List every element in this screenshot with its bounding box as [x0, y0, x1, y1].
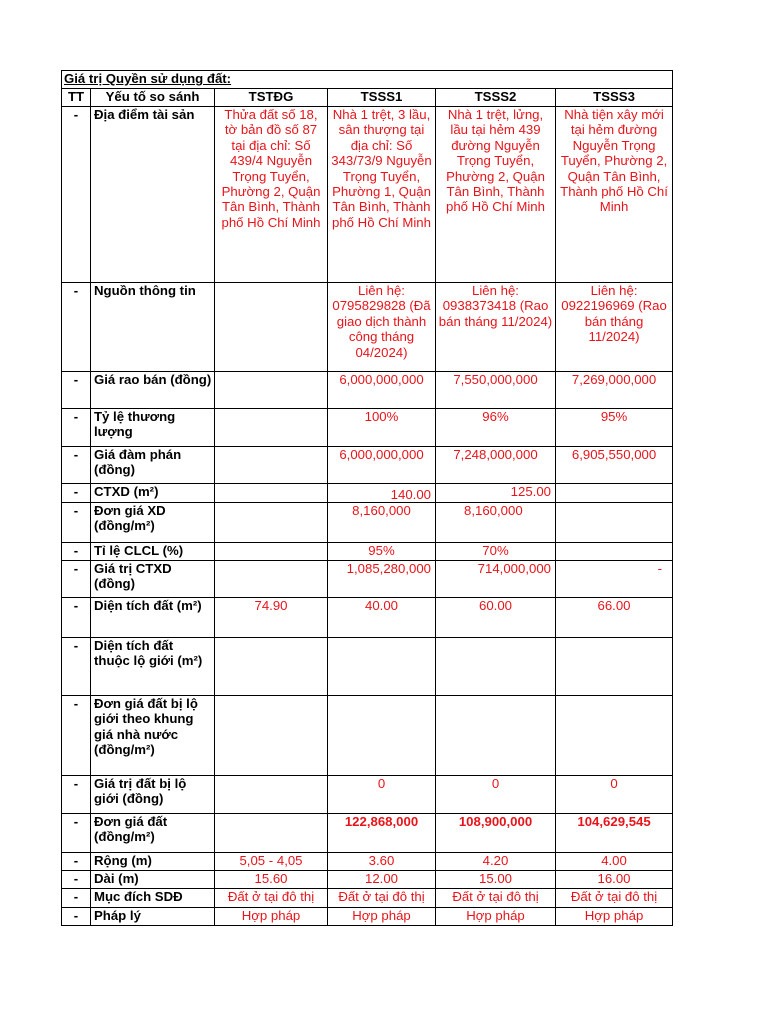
header-tt: TT [62, 89, 91, 107]
table-row [62, 814, 673, 853]
header-tstdg: TSTĐG [215, 89, 328, 107]
cell-tstdg [215, 484, 328, 503]
cell-tsss1: 95% [328, 543, 436, 561]
row-factor: Đơn giá XD (đồng/m²) [91, 503, 215, 543]
cell-tsss1 [328, 696, 436, 776]
cell-tsss1: Đất ở tại đô thị [328, 889, 436, 908]
cell-tsss3: 16.00 [556, 871, 673, 889]
cell-tsss1 [328, 638, 436, 696]
row-factor: Giá rao bán (đồng) [91, 372, 215, 409]
table-row [62, 409, 673, 447]
table-row [62, 696, 673, 776]
cell-tsss2: 7,248,000,000 [436, 447, 556, 484]
cell-tsss3 [556, 503, 673, 543]
cell-tsss3: 7,269,000,000 [556, 372, 673, 409]
cell-tstdg [215, 776, 328, 814]
row-factor: Diện tích đất thuộc lộ giới (m²) [91, 638, 215, 696]
cell-tsss3: Liên hệ: 0922196969 (Rao bán tháng 11/2024) [556, 283, 673, 372]
table-row [62, 372, 673, 409]
row-index: - [62, 409, 91, 447]
row-factor: Đơn giá đất (đồng/m²) [91, 814, 215, 853]
row-index: - [62, 598, 91, 638]
cell-tsss3: - [556, 561, 673, 598]
row-factor: Đơn giá đất bị lộ giới theo khung giá nhà nước (đồng/m²) [91, 696, 215, 776]
row-index: - [62, 107, 91, 283]
cell-tstdg [215, 409, 328, 447]
row-index: - [62, 447, 91, 484]
table-row [62, 503, 673, 543]
cell-tstdg: 5,05 - 4,05 [215, 853, 328, 871]
table-title: Giá trị Quyền sử dụng đất: [62, 71, 673, 89]
row-factor: Diện tích đất (m²) [91, 598, 215, 638]
row-index: - [62, 776, 91, 814]
cell-tsss3: Nhà tiện xây mới tại hẻm đường Nguyễn Trọng Tuyển, Phường 2, Quận Tân Bình, Thành phố Hồ Chí Minh [556, 107, 673, 283]
table-row [62, 543, 673, 561]
cell-tsss3: 6,905,550,000 [556, 447, 673, 484]
cell-tsss1: 3.60 [328, 853, 436, 871]
row-index: - [62, 283, 91, 372]
cell-tsss3 [556, 543, 673, 561]
cell-tsss2: Liên hệ: 0938373418 (Rao bán tháng 11/2024) [436, 283, 556, 372]
header-tsss1: TSSS1 [328, 89, 436, 107]
cell-tsss1: 1,085,280,000 [328, 561, 436, 598]
row-index: - [62, 889, 91, 908]
cell-tsss3: 104,629,545 [556, 814, 673, 853]
land-value-table [61, 70, 673, 926]
cell-tstdg [215, 503, 328, 543]
table-row [62, 776, 673, 814]
row-index: - [62, 561, 91, 598]
row-index: - [62, 853, 91, 871]
cell-tsss2 [436, 638, 556, 696]
cell-tstdg [215, 638, 328, 696]
cell-tsss3 [556, 696, 673, 776]
cell-tsss1: 6,000,000,000 [328, 447, 436, 484]
row-index: - [62, 372, 91, 409]
cell-tstdg [215, 447, 328, 484]
row-index: - [62, 484, 91, 503]
cell-tstdg: 15.60 [215, 871, 328, 889]
row-factor: Pháp lý [91, 908, 215, 926]
cell-tsss1: 122,868,000 [328, 814, 436, 853]
cell-tstdg: Hợp pháp [215, 908, 328, 926]
row-factor: Mục đích SDĐ [91, 889, 215, 908]
cell-tsss3: 4.00 [556, 853, 673, 871]
cell-tstdg: Đất ở tại đô thị [215, 889, 328, 908]
cell-tsss3: 95% [556, 409, 673, 447]
cell-tstdg [215, 814, 328, 853]
cell-tsss2: 15.00 [436, 871, 556, 889]
row-factor: Tỉ lệ CLCL (%) [91, 543, 215, 561]
cell-tsss1: 40.00 [328, 598, 436, 638]
header-factor: Yếu tố so sánh [91, 89, 215, 107]
cell-tsss2: 0 [436, 776, 556, 814]
row-factor: Giá đàm phán (đồng) [91, 447, 215, 484]
table-row [62, 638, 673, 696]
cell-tsss2: Hợp pháp [436, 908, 556, 926]
row-index: - [62, 638, 91, 696]
cell-tsss3: Hợp pháp [556, 908, 673, 926]
cell-tstdg: 74.90 [215, 598, 328, 638]
cell-tsss2 [436, 696, 556, 776]
cell-tsss2: 96% [436, 409, 556, 447]
table-row [62, 871, 673, 889]
row-index: - [62, 908, 91, 926]
cell-tstdg [215, 543, 328, 561]
cell-tstdg: Thửa đất số 18, tờ bản đồ số 87 tại địa chỉ: Số 439/4 Nguyễn Trọng Tuyển, Phường 2, Quận Tân Bình, Thành phố Hồ Chí Minh [215, 107, 328, 283]
row-index: - [62, 696, 91, 776]
row-factor: Địa điểm tài sản [91, 107, 215, 283]
row-factor: CTXD (m²) [91, 484, 215, 503]
cell-tsss2: 4.20 [436, 853, 556, 871]
row-factor: Dài (m) [91, 871, 215, 889]
row-factor: Rộng (m) [91, 853, 215, 871]
table-row [62, 598, 673, 638]
table-row [62, 561, 673, 598]
table-row [62, 447, 673, 484]
cell-tsss2: Đất ở tại đô thị [436, 889, 556, 908]
cell-tsss3: 66.00 [556, 598, 673, 638]
cell-tsss1: Hợp pháp [328, 908, 436, 926]
row-factor: Nguồn thông tin [91, 283, 215, 372]
cell-tsss2: 7,550,000,000 [436, 372, 556, 409]
cell-tsss1: 6,000,000,000 [328, 372, 436, 409]
cell-tsss1: 100% [328, 409, 436, 447]
cell-tsss3: 0 [556, 776, 673, 814]
row-factor: Tỷ lệ thương lượng [91, 409, 215, 447]
table-row [62, 889, 673, 908]
title-row [62, 71, 673, 89]
cell-tstdg [215, 696, 328, 776]
cell-tsss2: 60.00 [436, 598, 556, 638]
table-row [62, 107, 673, 283]
row-factor: Giá trị đất bị lộ giới (đồng) [91, 776, 215, 814]
row-index: - [62, 503, 91, 543]
row-index: - [62, 871, 91, 889]
table-row [62, 908, 673, 926]
cell-tsss3 [556, 638, 673, 696]
cell-tsss2: 8,160,000 [436, 503, 556, 543]
cell-tsss1: 0 [328, 776, 436, 814]
cell-tsss1: Nhà 1 trệt, 3 lầu, sân thượng tại địa chỉ: Số 343/73/9 Nguyễn Trọng Tuyển, Phường 1, Quận Tân Bình, Thành phố Hồ Chí Minh [328, 107, 436, 283]
cell-tsss2: 70% [436, 543, 556, 561]
cell-tstdg [215, 283, 328, 372]
row-index: - [62, 814, 91, 853]
table-row [62, 853, 673, 871]
cell-tsss2: Nhà 1 trệt, lửng, lầu tại hẻm 439 đường Nguyễn Trọng Tuyển, Phường 2, Quận Tân Bình, Thành phố Hồ Chí Minh [436, 107, 556, 283]
table-row [62, 484, 673, 503]
cell-tstdg [215, 561, 328, 598]
header-tsss3: TSSS3 [556, 89, 673, 107]
header-row [62, 89, 673, 107]
cell-tsss1: 8,160,000 [328, 503, 436, 543]
cell-tsss3 [556, 484, 673, 503]
cell-tsss1: 140.00 [328, 484, 436, 503]
cell-tsss1: Liên hệ: 0795829828 (Đã giao dịch thành công tháng 04/2024) [328, 283, 436, 372]
cell-tsss1: 12.00 [328, 871, 436, 889]
row-index: - [62, 543, 91, 561]
valuation-sheet [61, 70, 673, 926]
row-factor: Giá trị CTXD (đồng) [91, 561, 215, 598]
cell-tsss2: 714,000,000 [436, 561, 556, 598]
cell-tsss2: 108,900,000 [436, 814, 556, 853]
cell-tstdg [215, 372, 328, 409]
table-row [62, 283, 673, 372]
cell-tsss3: Đất ở tại đô thị [556, 889, 673, 908]
cell-tsss2: 125.00 [436, 484, 556, 503]
header-tsss2: TSSS2 [436, 89, 556, 107]
